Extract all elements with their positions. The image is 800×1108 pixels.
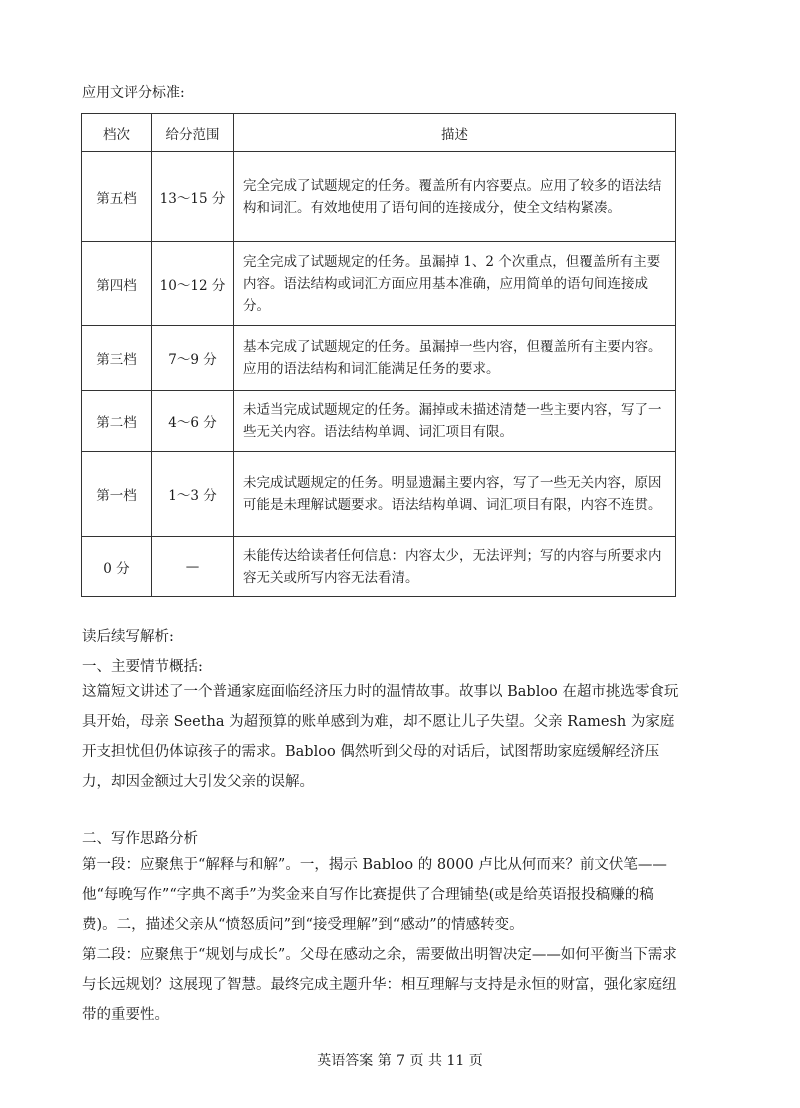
description-cell: 未能传达给读者任何信息：内容太少，无法评判；写的内容与所要求内容无关或所写内容无法看清。	[234, 537, 676, 597]
page-footer: 英语答案 第 7 页 共 11 页	[317, 1053, 483, 1069]
range-cell: —	[152, 537, 234, 597]
table-row	[82, 326, 676, 391]
level-cell: 第五档	[82, 152, 152, 242]
level-cell: 0 分	[82, 537, 152, 597]
description-cell: 完全完成了试题规定的任务。虽漏掉 1、2 个次重点，但覆盖所有主要内容。语法结构或词汇方面应用基本准确，应用简单的语句间连接成分。	[234, 242, 676, 326]
level-cell: 第三档	[82, 326, 152, 391]
header-range: 给分范围	[152, 114, 234, 152]
rubric-title: 应用文评分标准:	[82, 85, 185, 101]
range-cell: 7～9 分	[152, 326, 234, 391]
range-cell: 10～12 分	[152, 242, 234, 326]
section2-paragraph-2: 第二段：应聚焦于“规划与成长”。父母在感动之余，需要做出明智决定——如何平衡当下需求与长远规划？这展现了智慧。最终完成主题升华：相互理解与支持是永恒的财富，强化家庭纽带的重要性。	[82, 947, 677, 1023]
table-row	[82, 152, 676, 242]
rubric-table	[81, 113, 676, 597]
header-level: 档次	[82, 114, 152, 152]
table-header-row	[82, 114, 676, 152]
table-row	[82, 537, 676, 597]
section1-body: 这篇短文讲述了一个普通家庭面临经济压力时的温情故事。故事以 Babloo 在超市挑选零食玩具开始，母亲 Seetha 为超预算的账单感到为难，却不愿让儿子失望。父亲 Ramesh 为家庭开支担忧但仍体谅孩子的需求。Babloo 偶然听到父母的对话后，试图帮助家庭缓解经济压力，却因金额过大引发父亲的误解。	[82, 684, 679, 790]
header-description: 描述	[234, 114, 676, 152]
range-cell: 13～15 分	[152, 152, 234, 242]
range-cell: 1～3 分	[152, 452, 234, 537]
section2-paragraph-1: 第一段：应聚焦于“解释与和解”。一，揭示 Babloo 的 8000 卢比从何而来？前文伏笔——他“每晚写作”“字典不离手”为奖金来自写作比赛提供了合理铺垫(或是给英语报投稿赚的稿费)。二，描述父亲从“愤怒质问”到“接受理解”到“感动”的情感转变。	[82, 857, 667, 933]
level-cell: 第四档	[82, 242, 152, 326]
table-row	[82, 242, 676, 326]
description-cell: 未完成试题规定的任务。明显遗漏主要内容，写了一些无关内容，原因可能是未理解试题要求。语法结构单调、词汇项目有限，内容不连贯。	[234, 452, 676, 537]
section2-heading: 二、写作思路分析	[82, 831, 198, 847]
description-cell: 未适当完成试题规定的任务。漏掉或未描述清楚一些主要内容，写了一些无关内容。语法结构单调、词汇项目有限。	[234, 391, 676, 452]
level-cell: 第二档	[82, 391, 152, 452]
range-cell: 4～6 分	[152, 391, 234, 452]
description-cell: 完全完成了试题规定的任务。覆盖所有内容要点。应用了较多的语法结构和词汇。有效地使用了语句间的连接成分，使全文结构紧凑。	[234, 152, 676, 242]
section1-heading: 一、主要情节概括:	[82, 659, 203, 675]
level-cell: 第一档	[82, 452, 152, 537]
description-cell: 基本完成了试题规定的任务。虽漏掉一些内容，但覆盖所有主要内容。应用的语法结构和词汇能满足任务的要求。	[234, 326, 676, 391]
analysis-title: 读后续写解析:	[82, 629, 174, 645]
table-row	[82, 452, 676, 537]
table-row	[82, 391, 676, 452]
